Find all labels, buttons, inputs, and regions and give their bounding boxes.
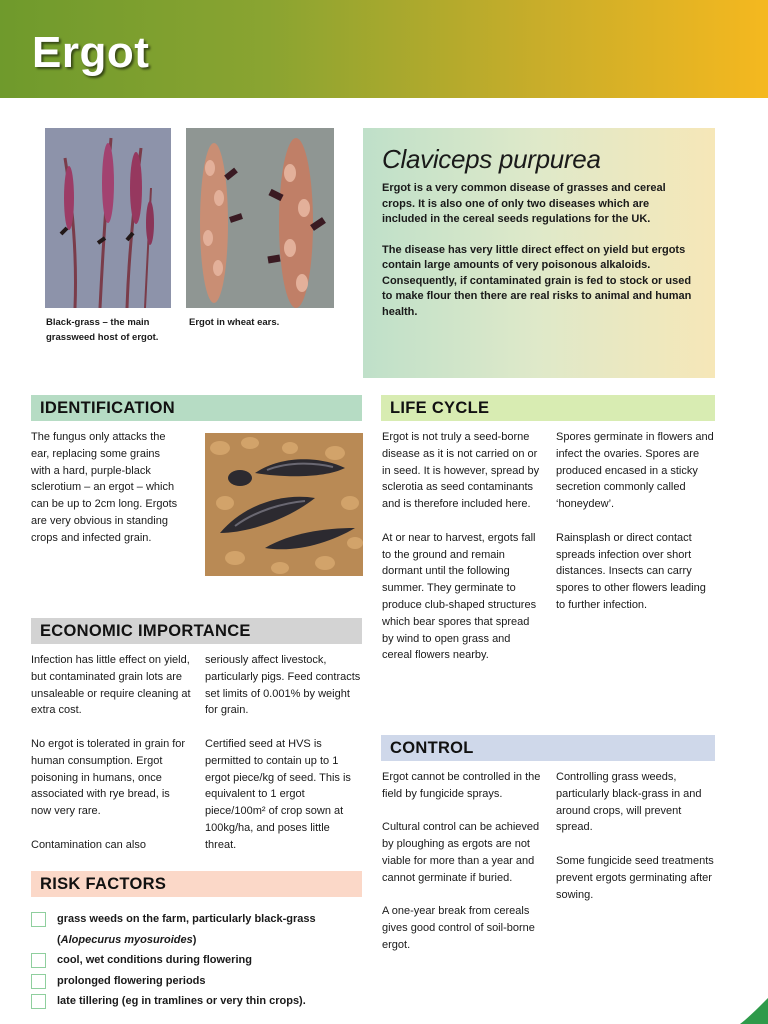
checkbox-icon xyxy=(31,912,46,927)
economic-left-column: Infection has little effect on yield, but contaminated grain lots are unsaleable or require cleaning at extra cost. No ergot is tolerated in grain for human consumption. Ergot poisoning in humans, once associated with rye bread, is now very rare. Contamination can also xyxy=(31,654,191,851)
wheat-ears-caption: Ergot in wheat ears. xyxy=(189,317,280,328)
black-grass-photo xyxy=(45,128,171,308)
control-heading: CONTROL xyxy=(381,735,715,761)
life-cycle-right-column: Spores germinate in flowers and infect the ovaries. Spores are produced encased in a sticky secretion commonly called ‘honeydew’. Rainsplash or direct contact spreads infection over short distances. Insects can carry spores to other flowers leading to further infection. xyxy=(556,431,714,611)
intro-panel xyxy=(363,128,715,378)
corner-leaf-icon xyxy=(718,998,768,1024)
life-cycle-heading: LIFE CYCLE xyxy=(381,395,715,421)
page-title: Ergot xyxy=(32,28,150,77)
economic-right-column: seriously affect livestock, particularly pigs. Feed contracts set limits of 0.001% by weight for grain. Certified seed at HVS is permitted to contain up to 1 ergot piece/kg of seed. This is equivalent to 1 ergot piece/100m² of crop sown at 100kg/ha, and poses little threat. xyxy=(205,654,361,851)
wheat-ears-photo xyxy=(186,128,334,308)
checkbox-icon xyxy=(31,994,46,1009)
ergot-sclerotia-photo xyxy=(205,433,363,576)
list-item: prolonged flowering periods xyxy=(31,971,371,992)
risk-factors-list xyxy=(31,909,371,1012)
identification-text: The fungus only attacks the ear, replacing some grains with a hard, purple-black sclerotium – an ergot – which can be up to 2cm long. Ergots are very obvious in standing crops and infected grain. xyxy=(31,431,178,544)
list-item: grass weeds on the farm, particularly black-grass (Alopecurus myosuroides) xyxy=(31,909,371,950)
life-cycle-left-column: Ergot is not truly a seed-borne disease as it is not carried on or in seed. It is however, spread by sclerotia as seed contaminants and is therefore included here. At or near to harvest, ergots fall to the ground and remain dormant until the following summer. They germinate to produce club-shaped structures which bear spores that spread by wind to open grass and cereal flowers nearby. xyxy=(382,431,540,662)
economic-importance-heading: ECONOMIC IMPORTANCE xyxy=(31,618,362,644)
control-left-column: Ergot cannot be controlled in the field by fungicide sprays. Cultural control can be achieved by ploughing as ergots are not viable for more than a year and cannot germinate if buried. A one-year break from cereals gives good control of soil-borne ergot. xyxy=(382,771,541,951)
list-item: late tillering (eg in tramlines or very thin crops). xyxy=(31,991,371,1012)
intro-paragraph: Ergot is a very common disease of grasses and cereal crops. It is also one of only two diseases which are included in the cereal seeds regulations for the UK. xyxy=(382,182,666,225)
checkbox-icon xyxy=(31,953,46,968)
species-title: Claviceps purpurea xyxy=(382,144,601,174)
risk-factors-heading: RISK FACTORS xyxy=(31,871,362,897)
page-header xyxy=(0,0,768,98)
intro-paragraph: The disease has very little direct effect on yield but ergots contain large amounts of very poisonous alkaloids. Consequently, if contaminated grain is fed to stock or used to make flour then there are real risks to animal and human health. xyxy=(382,243,692,318)
black-grass-caption: Black-grass – the main grassweed host of ergot. xyxy=(46,317,159,343)
identification-heading: IDENTIFICATION xyxy=(31,395,362,421)
list-item: cool, wet conditions during flowering xyxy=(31,950,371,971)
checkbox-icon xyxy=(31,974,46,989)
control-right-column: Controlling grass weeds, particularly black-grass in and around crops, will prevent spread. Some fungicide seed treatments prevent ergots germinating after sowing. xyxy=(556,771,714,901)
